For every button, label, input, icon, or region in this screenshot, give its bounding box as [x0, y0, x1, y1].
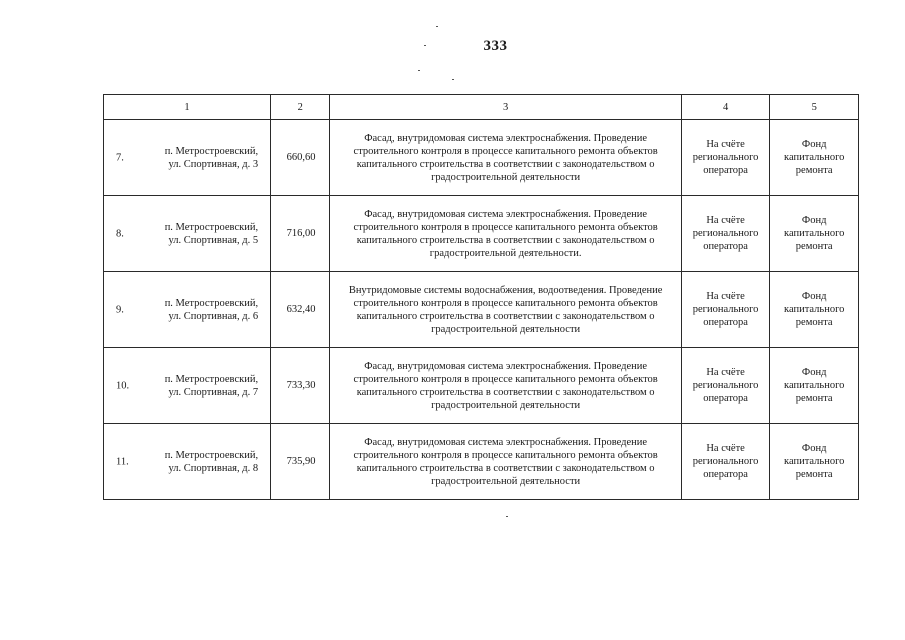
funding-source: Фонд капитального ремонта	[770, 272, 859, 348]
account-owner: На счёте регионального оператора	[681, 196, 770, 272]
address-line: ул. Спортивная, д. 3	[168, 158, 259, 170]
address-cell	[104, 120, 271, 196]
address-cell	[104, 196, 271, 272]
table-row	[104, 120, 859, 196]
address	[138, 145, 258, 171]
scan-speck	[506, 516, 508, 517]
area-cell: 632,40	[271, 272, 330, 348]
account-owner: На счёте регионального оператора	[681, 272, 770, 348]
row-number: 7.	[116, 152, 124, 163]
work-description: Внутридомовые системы водоснабжения, водоотведения. Проведение строительного контроля в процессе капитального ремонта объектов капитального строительства в соответствии с законодательством о градостроительной деятельности	[330, 272, 681, 348]
address-cell	[104, 424, 271, 500]
work-description: Фасад, внутридомовая система электроснабжения. Проведение строительного контроля в процессе капитального ремонта объектов капитального строительства в соответствии с законодательством о градостроительной деятельности	[330, 424, 681, 500]
work-description: Фасад, внутридомовая система электроснабжения. Проведение строительного контроля в процессе капитального ремонта объектов капитального строительства в соответствии с законодательством о градостроительной деятельности.	[330, 196, 681, 272]
area-cell: 716,00	[271, 196, 330, 272]
address	[138, 373, 258, 399]
scan-speck	[436, 26, 438, 27]
funding-source: Фонд капитального ремонта	[770, 424, 859, 500]
table-row	[104, 196, 859, 272]
work-description: Фасад, внутридомовая система электроснабжения. Проведение строительного контроля в процессе капитального ремонта объектов капитального строительства в соответствии с законодательством о градостроительной деятельности	[330, 120, 681, 196]
repair-schedule-table	[103, 94, 859, 500]
table-row	[104, 424, 859, 500]
table-row	[104, 272, 859, 348]
address-line: ул. Спортивная, д. 7	[168, 386, 259, 398]
address-cell	[104, 348, 271, 424]
area-cell: 733,30	[271, 348, 330, 424]
scan-speck	[418, 70, 420, 71]
header-cell: 3	[330, 95, 681, 120]
area-cell: 660,60	[271, 120, 330, 196]
header-cell: 1	[104, 95, 271, 120]
header-cell: 4	[681, 95, 770, 120]
address-line: п. Метростроевский,	[164, 449, 259, 461]
account-owner: На счёте регионального оператора	[681, 120, 770, 196]
header-cell: 2	[271, 95, 330, 120]
work-description: Фасад, внутридомовая система электроснабжения. Проведение строительного контроля в процессе капитального ремонта объектов капитального строительства в соответствии с законодательством о градостроительной деятельности	[330, 348, 681, 424]
funding-source: Фонд капитального ремонта	[770, 348, 859, 424]
header-cell: 5	[770, 95, 859, 120]
address-line: ул. Спортивная, д. 8	[168, 462, 259, 474]
row-number: 9.	[116, 304, 124, 315]
table-row	[104, 348, 859, 424]
address-line: ул. Спортивная, д. 6	[168, 310, 259, 322]
page-number: 333	[483, 38, 508, 54]
row-number: 8.	[116, 228, 124, 239]
address-line: ул. Спортивная, д. 5	[168, 234, 259, 246]
row-number: 11.	[116, 456, 129, 467]
account-owner: На счёте регионального оператора	[681, 348, 770, 424]
address	[138, 449, 258, 475]
header-row	[104, 95, 859, 120]
area-cell: 735,90	[271, 424, 330, 500]
address-line: п. Метростроевский,	[164, 145, 259, 157]
funding-source: Фонд капитального ремонта	[770, 120, 859, 196]
address-cell	[104, 272, 271, 348]
row-number: 10.	[116, 380, 130, 391]
address	[138, 221, 258, 247]
address-line: п. Метростроевский,	[164, 297, 259, 309]
address	[138, 297, 258, 323]
address-line: п. Метростроевский,	[164, 373, 259, 385]
account-owner: На счёте регионального оператора	[681, 424, 770, 500]
address-line: п. Метростроевский,	[164, 221, 259, 233]
scan-speck	[452, 79, 454, 80]
scan-speck	[424, 45, 426, 46]
funding-source: Фонд капитального ремонта	[770, 196, 859, 272]
